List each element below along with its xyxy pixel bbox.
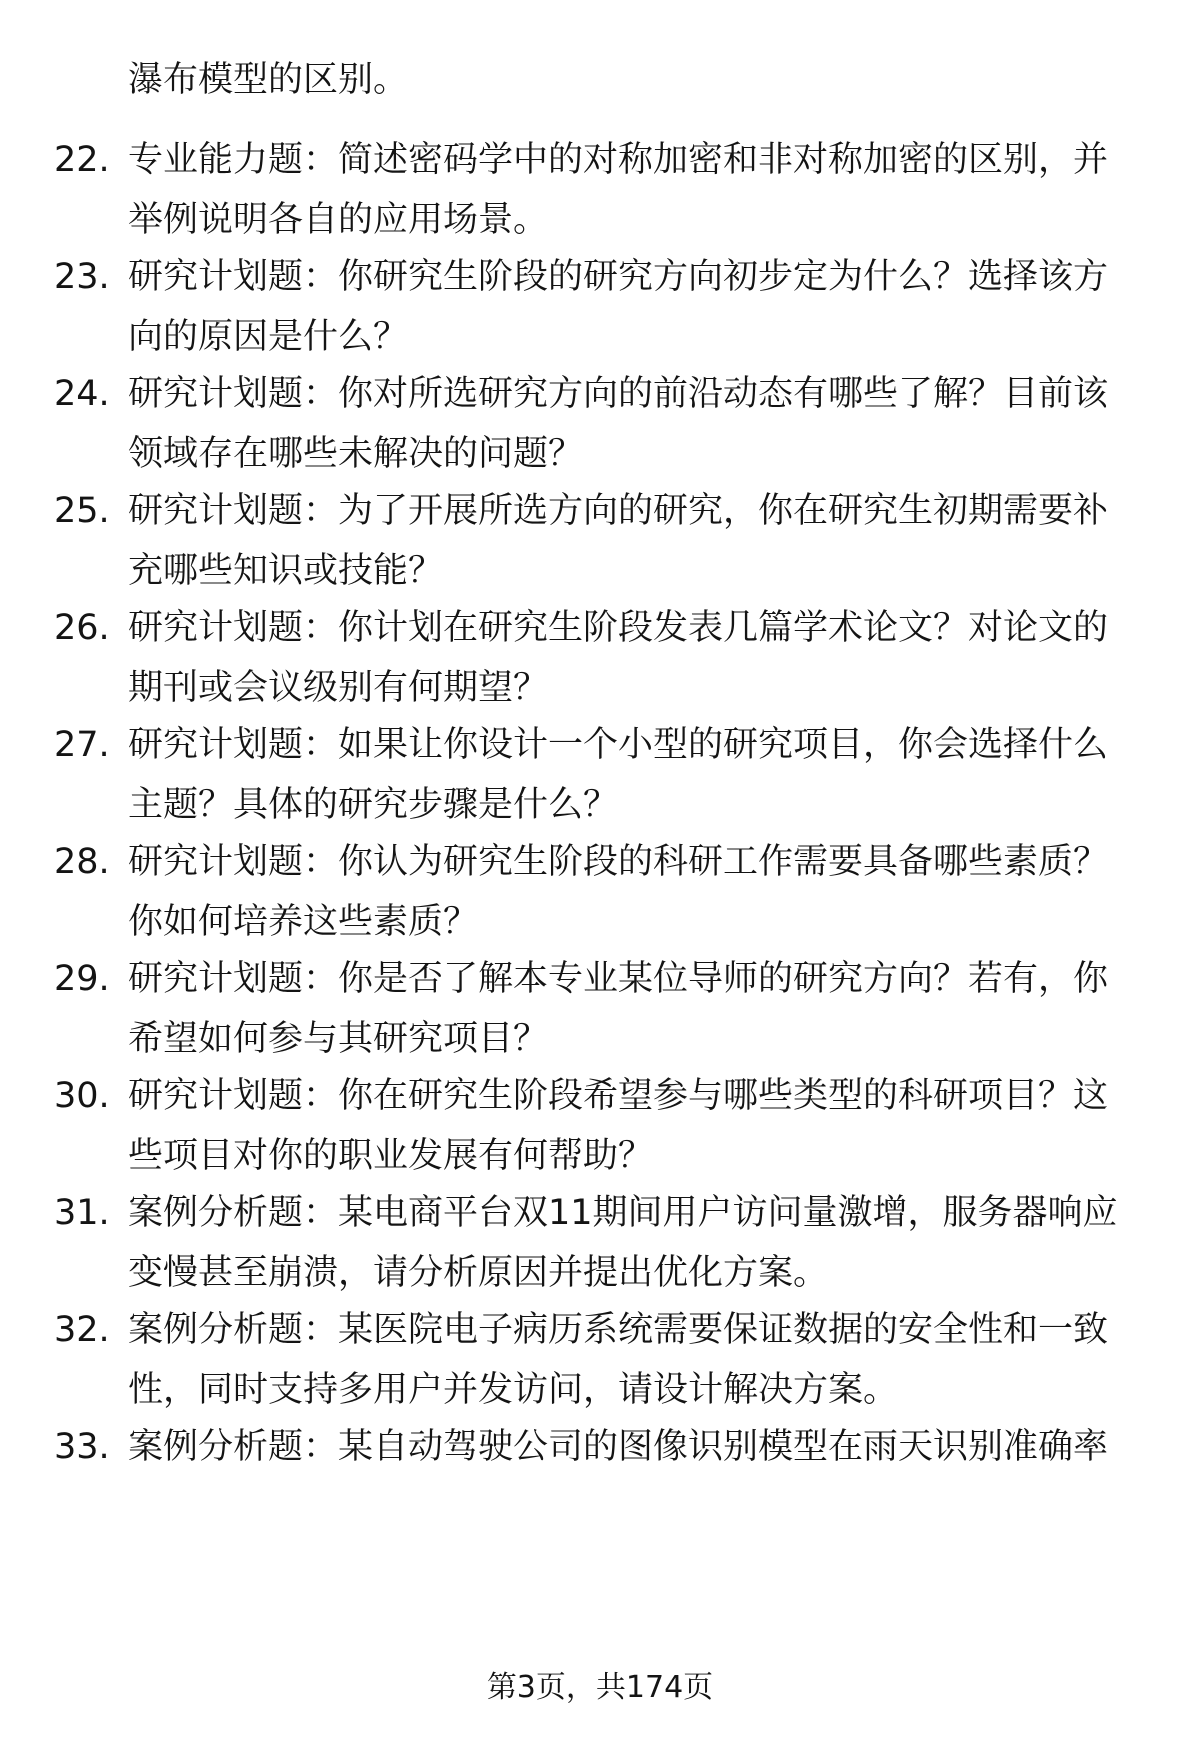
- question-text-line: 向的原因是什么？: [128, 317, 409, 357]
- question-text-line: 研究计划题：你在研究生阶段希望参与哪些类型的科研项目？这: [128, 1076, 1109, 1116]
- question-text-line: 期刊或会议级别有何期望？: [128, 668, 549, 708]
- question-number: 28.: [54, 842, 110, 882]
- question-number: 32.: [54, 1310, 110, 1350]
- question-text-line: 你如何培养这些素质？: [128, 902, 479, 942]
- question-text-line: 领域存在哪些未解决的问题？: [128, 434, 584, 474]
- question-text-line: 案例分析题：某医院电子病历系统需要保证数据的安全性和一致: [128, 1310, 1109, 1350]
- question-text-line: 研究计划题：如果让你设计一个小型的研究项目，你会选择什么: [128, 725, 1109, 765]
- page-footer: 第3页，共174页: [486, 1670, 714, 1705]
- question-number: 29.: [54, 959, 110, 999]
- question-number: 27.: [54, 725, 110, 765]
- question-number: 22.: [54, 140, 110, 180]
- question-text-line: 案例分析题：某电商平台双11期间用户访问量激增，服务器响应: [128, 1193, 1118, 1233]
- question-text-line: 些项目对你的职业发展有何帮助？: [128, 1136, 654, 1176]
- question-number: 31.: [54, 1193, 110, 1233]
- question-number: 23.: [54, 257, 110, 297]
- question-text-line: 研究计划题：你是否了解本专业某位导师的研究方向？若有，你: [128, 959, 1109, 999]
- question-number: 26.: [54, 608, 110, 648]
- question-text-line: 研究计划题：你研究生阶段的研究方向初步定为什么？选择该方: [128, 257, 1109, 297]
- question-text-line: 研究计划题：你对所选研究方向的前沿动态有哪些了解？目前该: [128, 374, 1109, 414]
- question-text-line: 举例说明各自的应用场景。: [128, 200, 549, 240]
- question-text-line: 案例分析题：某自动驾驶公司的图像识别模型在雨天识别准确率: [128, 1427, 1109, 1467]
- question-number: 33.: [54, 1427, 110, 1467]
- question-number: 24.: [54, 374, 110, 414]
- question-text-line: 充哪些知识或技能？: [128, 551, 444, 591]
- question-text-line: 研究计划题：你认为研究生阶段的科研工作需要具备哪些素质？: [128, 842, 1109, 882]
- question-text-line: 研究计划题：你计划在研究生阶段发表几篇学术论文？对论文的: [128, 608, 1109, 648]
- question-number: 25.: [54, 491, 110, 531]
- continuation-text: 瀑布模型的区别。: [128, 60, 409, 100]
- question-number: 30.: [54, 1076, 110, 1116]
- question-text-line: 希望如何参与其研究项目？: [128, 1019, 549, 1059]
- question-text-line: 变慢甚至崩溃，请分析原因并提出优化方案。: [128, 1253, 829, 1293]
- question-text-line: 研究计划题：为了开展所选方向的研究，你在研究生初期需要补: [128, 491, 1109, 531]
- question-text-line: 性，同时支持多用户并发访问，请设计解决方案。: [128, 1370, 899, 1410]
- question-text-line: 专业能力题：简述密码学中的对称加密和非对称加密的区别，并: [128, 140, 1109, 180]
- question-text-line: 主题？具体的研究步骤是什么？: [128, 785, 619, 825]
